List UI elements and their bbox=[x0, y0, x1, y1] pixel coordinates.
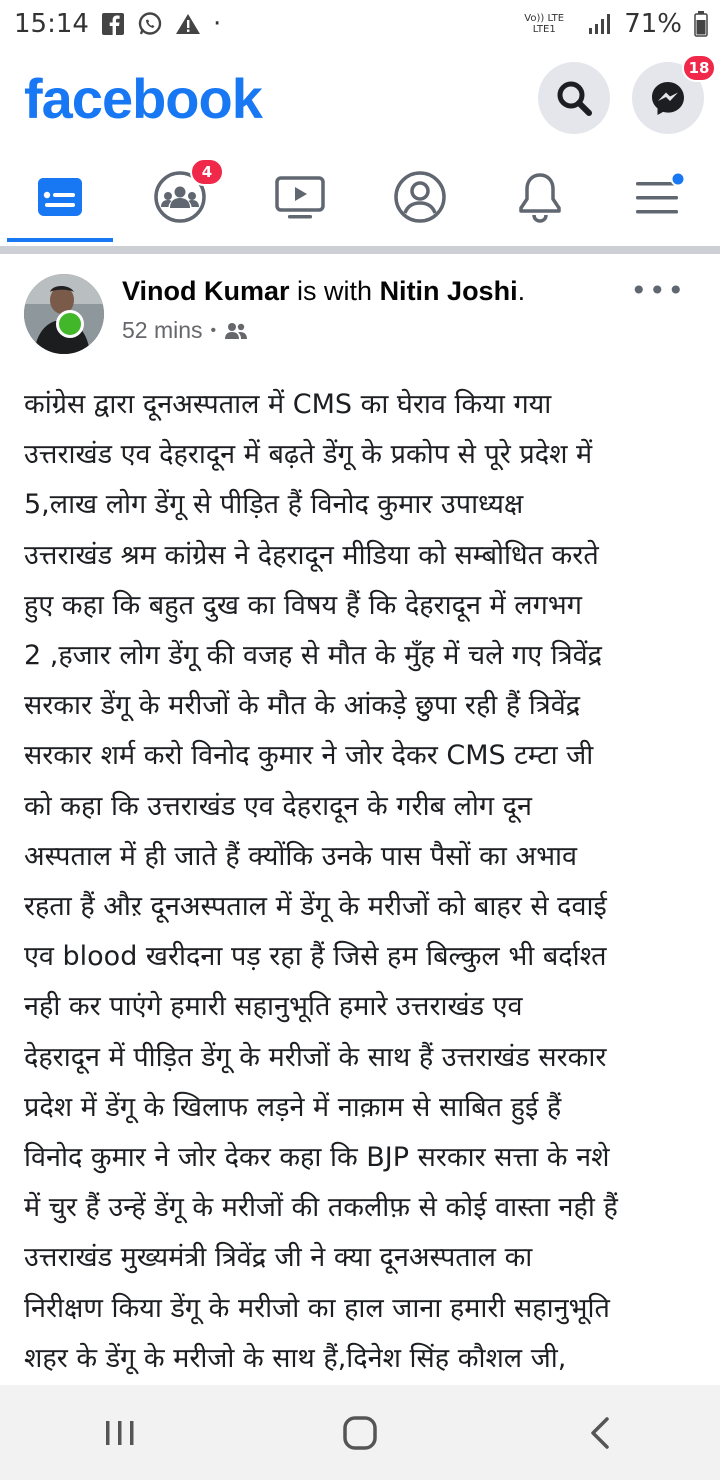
separator-dot: • bbox=[210, 321, 217, 339]
post-line: 5,लाख लोग डेंगू से पीड़ित हैं विनोद कुमार उपाध्यक्ष bbox=[24, 489, 524, 521]
period: . bbox=[517, 276, 526, 306]
post-body bbox=[0, 370, 720, 1384]
whatsapp-icon bbox=[137, 11, 163, 37]
post-line: कांग्रेस द्वारा दूनअस्पताल में CMS का घेराव किया गया bbox=[24, 389, 552, 420]
post-line: देहरादून में पीड़ित डेंगू के मरीजों के साथ हैं उत्तराखंड सरकार bbox=[24, 1041, 607, 1073]
status-dot: · bbox=[212, 9, 222, 39]
back-icon bbox=[588, 1416, 612, 1450]
messenger-badge: 18 bbox=[682, 54, 716, 82]
menu-icon bbox=[632, 172, 688, 222]
post-line: विनोद कुमार ने जोर देकर कहा कि BJP सरकार सत्ता के नशे bbox=[24, 1142, 610, 1174]
app-header bbox=[0, 48, 720, 148]
news-feed-icon bbox=[36, 176, 84, 218]
post-line: 2 ,हजार लोग डेंगू की वजह से मौत के मुँह में चले गए त्रिवेंद्र bbox=[24, 640, 602, 672]
profile-icon bbox=[392, 169, 448, 225]
post-line: हुए कहा कि बहुत दुख का विषय हैं कि देहरादून में लगभग bbox=[24, 589, 582, 621]
tab-menu[interactable] bbox=[610, 152, 710, 242]
post-line: नही कर पाएंगे हमारी सहानुभूति हमारे उत्तराखंड एव bbox=[24, 991, 523, 1023]
bell-icon bbox=[515, 169, 565, 225]
author-name[interactable]: Vinod Kumar bbox=[122, 276, 290, 306]
recent-apps-icon bbox=[103, 1418, 137, 1448]
with-text: is with bbox=[289, 276, 380, 306]
status-bar bbox=[0, 0, 720, 48]
recent-apps-button[interactable] bbox=[80, 1393, 160, 1473]
tab-groups[interactable] bbox=[130, 152, 230, 242]
tagged-name[interactable]: Nitin Joshi bbox=[379, 276, 518, 306]
messenger-icon bbox=[649, 79, 687, 117]
post-time[interactable]: 52 mins bbox=[122, 317, 203, 343]
tab-bar bbox=[0, 148, 720, 254]
post-line: एव blood खरीदना पड़ रहा हैं जिसे हम बिल्कुल भी बर्दाश्त bbox=[24, 941, 607, 973]
post-line: उत्तराखंड मुख्यमंत्री त्रिवेंद्र जी ने क्या दूनअस्पताल का bbox=[24, 1242, 533, 1274]
post-line: रहता हैं औऱ दूनअस्पताल में डेंगू के मरीजों को बाहर से दवाई bbox=[24, 891, 607, 923]
home-icon bbox=[342, 1415, 378, 1451]
post-options-button[interactable]: ••• bbox=[630, 274, 686, 307]
facebook-logo[interactable]: facebook bbox=[24, 66, 262, 130]
friends-audience-icon bbox=[224, 321, 248, 341]
home-button[interactable] bbox=[320, 1393, 400, 1473]
tab-notifications[interactable] bbox=[490, 152, 590, 242]
post-line: उत्तराखंड एव देहरादून में बढ़ते डेंगू के प्रकोप से पूरे प्रदेश में bbox=[24, 439, 593, 471]
warning-icon bbox=[175, 12, 201, 36]
search-icon bbox=[554, 78, 594, 118]
back-button[interactable] bbox=[560, 1393, 640, 1473]
video-icon bbox=[274, 174, 326, 220]
groups-badge: 4 bbox=[190, 158, 224, 186]
status-time: 15:14 bbox=[14, 9, 89, 39]
signal-icon bbox=[588, 13, 612, 35]
tab-watch[interactable] bbox=[250, 152, 350, 242]
post-line: सरकार डेंगू के मरीजों के मौत के आंकड़े छुपा रही हैं त्रिवेंद्र bbox=[24, 690, 581, 722]
battery-percent: 71% bbox=[624, 9, 682, 39]
tab-news-feed[interactable] bbox=[10, 152, 110, 242]
post-line: उत्तराखंड श्रम कांग्रेस ने देहरादून मीडिया को सम्बोधित करते bbox=[24, 539, 599, 571]
online-indicator bbox=[56, 310, 84, 338]
messenger-button[interactable] bbox=[632, 59, 710, 134]
battery-icon bbox=[694, 11, 708, 37]
tab-profile[interactable] bbox=[370, 152, 470, 242]
post-line: निरीक्षण किया डेंगू के मरीजो का हाल जाना हमारी सहानुभूति bbox=[24, 1292, 610, 1324]
post-line: शहर के डेंगू के मरीजो के साथ हैं,दिनेश सिंह कौशल जी, bbox=[24, 1342, 567, 1374]
post-line: अस्पताल में ही जाते हैं क्योंकि उनके पास पैसों का अभाव bbox=[24, 840, 578, 872]
post-author-line bbox=[122, 276, 525, 307]
post-line: को कहा कि उत्तराखंड एव देहरादून के गरीब लोग दून bbox=[24, 790, 532, 822]
post-line: सरकार शर्म करो विनोद कुमार ने जोर देकर CMS टम्टा जी bbox=[24, 740, 594, 772]
system-nav-bar bbox=[0, 1385, 720, 1480]
post-line: में चुर हैं उन्हें डेंगू के मरीजों की तकलीफ़ से कोई वास्ता नही हैं bbox=[24, 1192, 618, 1224]
facebook-icon bbox=[101, 12, 125, 36]
post-header bbox=[0, 254, 720, 370]
search-button[interactable] bbox=[538, 62, 610, 134]
post-line: प्रदेश में डेंगू के खिलाफ लड़ने में नाक़ाम से साबित हुई हैं bbox=[24, 1091, 562, 1123]
network-indicator: Vo)) LTE LTE1 bbox=[524, 13, 565, 35]
